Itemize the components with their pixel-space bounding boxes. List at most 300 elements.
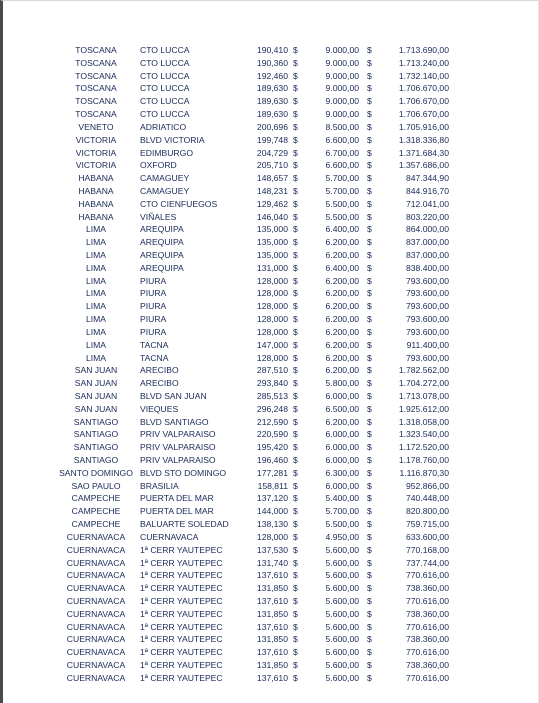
- table-row: [57, 608, 457, 621]
- total-cell: 738.360,00: [405, 608, 449, 619]
- quantity-cell: 296,248: [256, 403, 288, 414]
- unit-price-cell: 5.600,00: [325, 544, 359, 555]
- table-row: [57, 44, 457, 57]
- total-currency-sign: $: [367, 109, 372, 120]
- location-cell: ADRIATICO: [140, 121, 187, 132]
- location-cell: 1ª CERR YAUTEPEC: [140, 608, 223, 619]
- price-currency-sign: $: [293, 96, 298, 107]
- table-row: [57, 287, 457, 300]
- price-currency-sign: $: [293, 467, 298, 478]
- location-cell: PRIV VALPARAISO: [140, 442, 216, 453]
- location-cell: ARECIBO: [140, 378, 179, 389]
- quantity-cell: 131,850: [256, 608, 288, 619]
- price-currency-sign: $: [293, 531, 298, 542]
- unit-price-cell: 6.200,00: [325, 339, 359, 350]
- unit-price-cell: 6.200,00: [325, 250, 359, 260]
- total-currency-sign: $: [367, 390, 372, 401]
- table-row: [57, 454, 457, 467]
- city-cell: CUERNAVACA: [66, 583, 126, 594]
- quantity-cell: 189,630: [256, 96, 288, 107]
- total-cell: 1.705.916,00: [398, 121, 449, 132]
- total-cell: 1.925.612,00: [398, 403, 449, 414]
- total-cell: 1.318.058,00: [398, 416, 449, 427]
- city-cell: LIMA: [85, 326, 107, 337]
- table-row: [57, 557, 457, 570]
- table-row: [57, 185, 457, 198]
- total-currency-sign: $: [367, 314, 372, 325]
- location-cell: PIURA: [140, 301, 167, 312]
- total-currency-sign: $: [367, 288, 372, 299]
- quantity-cell: 137,610: [256, 647, 288, 658]
- table-row: [57, 646, 457, 659]
- location-cell: 1ª CERR YAUTEPEC: [140, 672, 223, 683]
- quantity-cell: 135,000: [256, 224, 288, 235]
- city-cell: CAMPECHE: [71, 493, 121, 504]
- location-cell: 1ª CERR YAUTEPEC: [140, 660, 223, 670]
- location-cell: CTO LUCCA: [140, 57, 190, 68]
- quantity-cell: 204,729: [256, 147, 288, 158]
- price-currency-sign: $: [293, 352, 298, 363]
- city-cell: CUERNAVACA: [66, 621, 126, 632]
- total-cell: 1.713.078,00: [398, 390, 449, 401]
- price-currency-sign: $: [293, 185, 298, 196]
- city-cell: CUERNAVACA: [66, 595, 126, 606]
- location-cell: EDIMBURGO: [140, 147, 193, 158]
- city-cell: LIMA: [85, 262, 107, 273]
- table-row: [57, 134, 457, 147]
- quantity-cell: 147,000: [256, 339, 288, 350]
- table-row: [57, 569, 457, 582]
- unit-price-cell: 6.200,00: [325, 314, 359, 325]
- price-currency-sign: $: [293, 173, 298, 184]
- price-currency-sign: $: [293, 83, 298, 94]
- total-currency-sign: $: [367, 250, 372, 260]
- unit-price-cell: 6.200,00: [325, 275, 359, 286]
- price-currency-sign: $: [293, 250, 298, 260]
- unit-price-cell: 6.000,00: [325, 442, 359, 453]
- price-currency-sign: $: [293, 326, 298, 337]
- price-currency-sign: $: [293, 480, 298, 491]
- unit-price-cell: 5.600,00: [325, 595, 359, 606]
- quantity-cell: 212,590: [256, 416, 288, 427]
- total-cell: 1.706.670,00: [398, 83, 449, 94]
- table-row: [57, 364, 457, 377]
- price-currency-sign: $: [293, 570, 298, 581]
- price-currency-sign: $: [293, 224, 298, 235]
- unit-price-cell: 6.500,00: [325, 403, 359, 414]
- price-currency-sign: $: [293, 621, 298, 632]
- unit-price-cell: 4.950,00: [325, 531, 359, 542]
- unit-price-cell: 5.600,00: [325, 608, 359, 619]
- total-cell: 738.360,00: [405, 634, 449, 645]
- unit-price-cell: 6.200,00: [325, 237, 359, 248]
- total-cell: 838.400,00: [405, 262, 449, 273]
- unit-price-cell: 6.200,00: [325, 301, 359, 312]
- total-currency-sign: $: [367, 608, 372, 619]
- price-currency-sign: $: [293, 634, 298, 645]
- quantity-cell: 148,657: [256, 173, 288, 184]
- unit-price-cell: 6.000,00: [325, 429, 359, 440]
- city-cell: LIMA: [85, 250, 107, 260]
- total-cell: 837.000,00: [405, 237, 449, 248]
- table-row: [57, 416, 457, 429]
- total-cell: 737.744,00: [405, 557, 449, 568]
- price-currency-sign: $: [293, 506, 298, 517]
- total-currency-sign: $: [367, 45, 372, 55]
- quantity-cell: 131,850: [256, 660, 288, 670]
- city-cell: CUERNAVACA: [66, 570, 126, 581]
- total-currency-sign: $: [367, 185, 372, 196]
- table-row: [57, 377, 457, 390]
- city-cell: TOSCANA: [75, 83, 117, 94]
- quantity-cell: 287,510: [256, 365, 288, 376]
- city-cell: SAN JUAN: [74, 365, 118, 376]
- total-cell: 738.360,00: [405, 660, 449, 670]
- price-currency-sign: $: [293, 275, 298, 286]
- price-currency-sign: $: [293, 365, 298, 376]
- total-cell: 1.704.272,00: [398, 378, 449, 389]
- total-currency-sign: $: [367, 595, 372, 606]
- total-cell: 847.344,90: [405, 173, 449, 184]
- price-currency-sign: $: [293, 519, 298, 530]
- city-cell: SAN JUAN: [74, 378, 118, 389]
- quantity-cell: 190,410: [256, 45, 288, 55]
- city-cell: LIMA: [85, 301, 107, 312]
- city-cell: LIMA: [85, 339, 107, 350]
- total-cell: 864.000,00: [405, 224, 449, 235]
- price-currency-sign: $: [293, 339, 298, 350]
- city-cell: HABANA: [78, 211, 114, 222]
- price-currency-sign: $: [293, 583, 298, 594]
- quantity-cell: 158,811: [257, 480, 288, 491]
- city-cell: CUERNAVACA: [66, 608, 126, 619]
- city-cell: VICTORIA: [75, 160, 117, 171]
- quantity-cell: 293,840: [256, 378, 288, 389]
- city-cell: LIMA: [85, 314, 107, 325]
- unit-price-cell: 5.600,00: [325, 621, 359, 632]
- price-currency-sign: $: [293, 403, 298, 414]
- price-currency-sign: $: [293, 660, 298, 670]
- location-cell: AREQUIPA: [140, 262, 184, 273]
- total-currency-sign: $: [367, 519, 372, 530]
- table-row: [57, 633, 457, 646]
- total-currency-sign: $: [367, 262, 372, 273]
- price-currency-sign: $: [293, 211, 298, 222]
- price-currency-sign: $: [293, 134, 298, 145]
- city-cell: SAN JUAN: [74, 390, 118, 401]
- quantity-cell: 285,513: [256, 390, 288, 401]
- total-currency-sign: $: [367, 211, 372, 222]
- table-row: [57, 108, 457, 121]
- quantity-cell: 144,000: [256, 506, 288, 517]
- price-currency-sign: $: [293, 378, 298, 389]
- unit-price-cell: 5.600,00: [325, 634, 359, 645]
- price-currency-sign: $: [293, 442, 298, 453]
- total-cell: 770.168,00: [405, 544, 449, 555]
- total-currency-sign: $: [367, 237, 372, 248]
- total-currency-sign: $: [367, 224, 372, 235]
- quantity-cell: 128,000: [256, 352, 288, 363]
- location-cell: PIURA: [140, 314, 167, 325]
- unit-price-cell: 6.200,00: [325, 288, 359, 299]
- total-currency-sign: $: [367, 403, 372, 414]
- total-cell: 770.616,00: [405, 647, 449, 658]
- price-currency-sign: $: [293, 416, 298, 427]
- table-row: [57, 480, 457, 493]
- table-row: [57, 339, 457, 352]
- table-row: [57, 82, 457, 95]
- city-cell: SANTIAGO: [73, 416, 119, 427]
- quantity-cell: 190,360: [256, 57, 288, 68]
- unit-price-cell: 9.000,00: [325, 109, 359, 120]
- total-currency-sign: $: [367, 660, 372, 670]
- location-cell: 1ª CERR YAUTEPEC: [140, 595, 223, 606]
- unit-price-cell: 9.000,00: [325, 70, 359, 81]
- quantity-cell: 137,610: [256, 595, 288, 606]
- total-cell: 738.360,00: [405, 583, 449, 594]
- city-cell: TOSCANA: [75, 70, 117, 81]
- quantity-cell: 205,710: [256, 160, 288, 171]
- total-cell: 770.616,00: [405, 621, 449, 632]
- city-cell: TOSCANA: [75, 45, 117, 55]
- total-cell: 793.600,00: [405, 301, 449, 312]
- price-currency-sign: $: [293, 160, 298, 171]
- price-currency-sign: $: [293, 647, 298, 658]
- location-cell: BLVD STO DOMINGO: [140, 467, 227, 478]
- total-cell: 1.732.140,00: [398, 70, 449, 81]
- unit-price-cell: 6.600,00: [325, 134, 359, 145]
- location-cell: CUERNAVACA: [140, 531, 199, 542]
- quantity-cell: 137,610: [256, 570, 288, 581]
- total-cell: 1.318.336,80: [398, 134, 449, 145]
- total-currency-sign: $: [367, 83, 372, 94]
- spreadsheet-page: [57, 44, 457, 685]
- total-cell: 803.220,00: [405, 211, 449, 222]
- total-currency-sign: $: [367, 96, 372, 107]
- city-cell: VICTORIA: [75, 147, 117, 158]
- price-currency-sign: $: [293, 301, 298, 312]
- price-currency-sign: $: [293, 198, 298, 209]
- table-row: [57, 223, 457, 236]
- total-currency-sign: $: [367, 467, 372, 478]
- location-cell: 1ª CERR YAUTEPEC: [140, 544, 223, 555]
- unit-price-cell: 6.200,00: [325, 365, 359, 376]
- city-cell: CUERNAVACA: [66, 634, 126, 645]
- quantity-cell: 131,850: [256, 583, 288, 594]
- price-currency-sign: $: [293, 595, 298, 606]
- unit-price-cell: 5.700,00: [325, 506, 359, 517]
- unit-price-cell: 6.700,00: [325, 147, 359, 158]
- unit-price-cell: 5.700,00: [325, 173, 359, 184]
- city-cell: SANTO DOMINGO: [59, 467, 133, 478]
- quantity-cell: 189,630: [256, 109, 288, 120]
- city-cell: CUERNAVACA: [66, 557, 126, 568]
- location-cell: 1ª CERR YAUTEPEC: [140, 621, 223, 632]
- unit-price-cell: 6.300,00: [325, 467, 359, 478]
- unit-price-cell: 5.600,00: [325, 660, 359, 670]
- location-cell: ARECIBO: [140, 365, 179, 376]
- quantity-cell: 137,120: [256, 493, 288, 504]
- quantity-cell: 135,000: [256, 237, 288, 248]
- total-cell: 770.616,00: [405, 672, 449, 683]
- city-cell: SAN JUAN: [74, 403, 118, 414]
- location-cell: PRIV VALPARAISO: [140, 455, 216, 465]
- total-currency-sign: $: [367, 442, 372, 453]
- total-cell: 793.600,00: [405, 352, 449, 363]
- unit-price-cell: 6.200,00: [325, 352, 359, 363]
- total-cell: 770.616,00: [405, 595, 449, 606]
- quantity-cell: 128,000: [256, 531, 288, 542]
- quantity-cell: 137,610: [256, 621, 288, 632]
- total-cell: 770.616,00: [405, 570, 449, 581]
- table-row: [57, 492, 457, 505]
- quantity-cell: 199,748: [256, 134, 288, 145]
- city-cell: HABANA: [78, 198, 114, 209]
- city-cell: HABANA: [78, 185, 114, 196]
- location-cell: OXFORD: [140, 160, 177, 171]
- location-cell: BLVD SAN JUAN: [140, 390, 207, 401]
- table-row: [57, 57, 457, 70]
- location-cell: CTO LUCCA: [140, 83, 190, 94]
- total-cell: 1.323.540,00: [398, 429, 449, 440]
- location-cell: 1ª CERR YAUTEPEC: [140, 557, 223, 568]
- city-cell: CAMPECHE: [71, 506, 121, 517]
- table-row: [57, 147, 457, 160]
- city-cell: LIMA: [85, 288, 107, 299]
- city-cell: LIMA: [85, 352, 107, 363]
- quantity-cell: 128,000: [256, 301, 288, 312]
- table-row: [57, 262, 457, 275]
- table-row: [57, 326, 457, 339]
- price-currency-sign: $: [293, 121, 298, 132]
- quantity-cell: 131,000: [256, 262, 288, 273]
- total-cell: 1.357.686,00: [398, 160, 449, 171]
- table-row: [57, 352, 457, 365]
- location-cell: CTO LUCCA: [140, 70, 190, 81]
- table-row: [57, 121, 457, 134]
- city-cell: CUERNAVACA: [66, 544, 126, 555]
- price-currency-sign: $: [293, 237, 298, 248]
- location-cell: BLVD VICTORIA: [140, 134, 205, 145]
- city-cell: TOSCANA: [75, 109, 117, 120]
- table-row: [57, 211, 457, 224]
- city-cell: CUERNAVACA: [66, 647, 126, 658]
- quantity-cell: 137,530: [256, 544, 288, 555]
- location-cell: CAMAGUEY: [140, 185, 190, 196]
- city-cell: LIMA: [85, 224, 107, 235]
- quantity-cell: 146,040: [256, 211, 288, 222]
- location-cell: 1ª CERR YAUTEPEC: [140, 647, 223, 658]
- price-currency-sign: $: [293, 70, 298, 81]
- city-cell: SANTIAGO: [73, 455, 119, 465]
- quantity-cell: 128,000: [256, 314, 288, 325]
- city-cell: LIMA: [85, 275, 107, 286]
- location-cell: CTO LUCCA: [140, 109, 190, 120]
- total-currency-sign: $: [367, 583, 372, 594]
- total-currency-sign: $: [367, 634, 372, 645]
- location-cell: CTO LUCCA: [140, 45, 190, 55]
- unit-price-cell: 5.400,00: [325, 493, 359, 504]
- table-row: [57, 95, 457, 108]
- quantity-cell: 128,000: [256, 326, 288, 337]
- location-cell: PIURA: [140, 288, 167, 299]
- table-row: [57, 70, 457, 83]
- unit-price-cell: 9.000,00: [325, 83, 359, 94]
- price-currency-sign: $: [293, 493, 298, 504]
- unit-price-cell: 5.500,00: [325, 211, 359, 222]
- table-row: [57, 313, 457, 326]
- table-row: [57, 582, 457, 595]
- location-cell: AREQUIPA: [140, 250, 184, 260]
- price-currency-sign: $: [293, 262, 298, 273]
- total-currency-sign: $: [367, 147, 372, 158]
- total-currency-sign: $: [367, 378, 372, 389]
- unit-price-cell: 6.400,00: [325, 224, 359, 235]
- table-row: [57, 249, 457, 262]
- price-currency-sign: $: [293, 314, 298, 325]
- city-cell: TOSCANA: [75, 57, 117, 68]
- total-currency-sign: $: [367, 621, 372, 632]
- unit-price-cell: 5.600,00: [325, 647, 359, 658]
- location-cell: BLVD SANTIAGO: [140, 416, 209, 427]
- quantity-cell: 138,130: [256, 519, 288, 530]
- price-currency-sign: $: [293, 429, 298, 440]
- city-cell: CAMPECHE: [71, 519, 121, 530]
- quantity-cell: 200,696: [256, 121, 288, 132]
- quantity-cell: 131,850: [256, 634, 288, 645]
- location-cell: 1ª CERR YAUTEPEC: [140, 570, 223, 581]
- location-cell: CTO LUCCA: [140, 96, 190, 107]
- price-currency-sign: $: [293, 544, 298, 555]
- table-row: [57, 300, 457, 313]
- location-cell: PUERTA DEL MAR: [140, 493, 214, 504]
- location-cell: VIÑALES: [140, 211, 177, 222]
- price-currency-sign: $: [293, 455, 298, 465]
- table-row: [57, 531, 457, 544]
- total-currency-sign: $: [367, 160, 372, 171]
- city-cell: CUERNAVACA: [66, 531, 126, 542]
- unit-price-cell: 5.600,00: [325, 570, 359, 581]
- table-row: [57, 621, 457, 634]
- total-cell: 793.600,00: [405, 326, 449, 337]
- unit-price-cell: 6.000,00: [325, 455, 359, 465]
- location-cell: AREQUIPA: [140, 237, 184, 248]
- location-cell: PIURA: [140, 275, 167, 286]
- total-currency-sign: $: [367, 416, 372, 427]
- total-cell: 1.782.562,00: [398, 365, 449, 376]
- table-row: [57, 518, 457, 531]
- total-currency-sign: $: [367, 352, 372, 363]
- table-row: [57, 403, 457, 416]
- location-cell: 1ª CERR YAUTEPEC: [140, 634, 223, 645]
- location-cell: TACNA: [140, 352, 169, 363]
- total-cell: 1.713.690,00: [398, 45, 449, 55]
- table-row: [57, 198, 457, 211]
- quantity-cell: 128,000: [256, 275, 288, 286]
- location-cell: AREQUIPA: [140, 224, 184, 235]
- total-currency-sign: $: [367, 544, 372, 555]
- price-currency-sign: $: [293, 109, 298, 120]
- quantity-cell: 196,460: [256, 455, 288, 465]
- price-currency-sign: $: [293, 390, 298, 401]
- total-currency-sign: $: [367, 326, 372, 337]
- unit-price-cell: 9.000,00: [325, 45, 359, 55]
- city-cell: SAO PAULO: [71, 480, 121, 491]
- unit-price-cell: 5.500,00: [325, 519, 359, 530]
- total-currency-sign: $: [367, 455, 372, 465]
- total-cell: 1.713.240,00: [398, 57, 449, 68]
- price-currency-sign: $: [293, 45, 298, 55]
